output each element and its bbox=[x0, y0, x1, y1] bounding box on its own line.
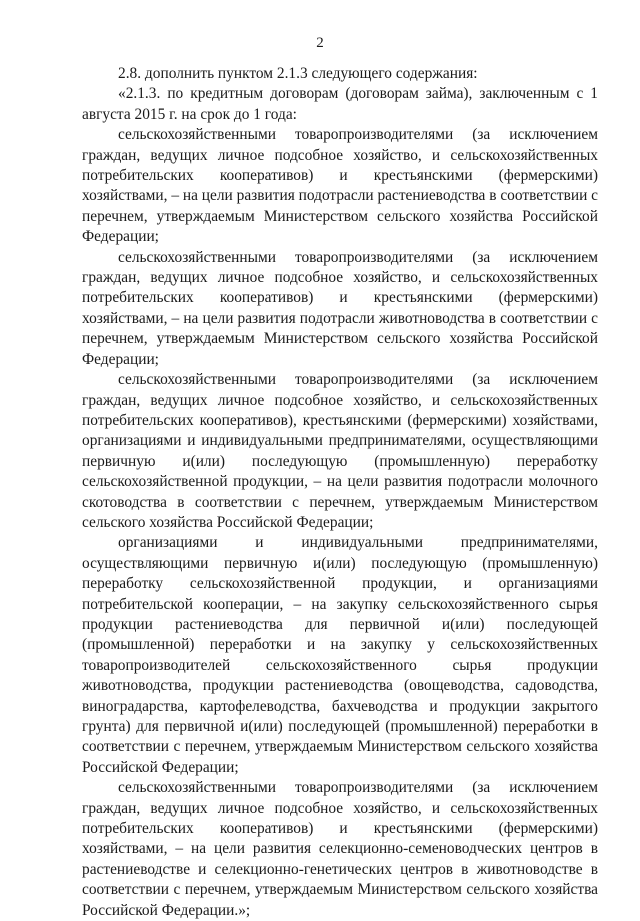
document-body bbox=[82, 64, 598, 921]
page-number: 2 bbox=[316, 35, 324, 51]
paragraph-amendment-intro: 2.8. дополнить пунктом 2.1.3 следующего содержания: bbox=[118, 65, 478, 82]
paragraph-crop-production: сельскохозяйственными товаропроизводителями (за исключением граждан, ведущих личное подсобное хозяйство, и сельскохозяйственных потребительских кооперативов) и крестьянскими (фермерскими) хозяйствами, – на цели развития подотрасли растениеводства в соответствии с перечнем, утверждаемым Министерством сельского хозяйства Российской Федерации; bbox=[82, 126, 598, 246]
paragraph-processing-procurement: организациями и индивидуальными предпринимателями, осуществляющими первичную и(или) последующую (промышленную) переработку сельскохозяйственной продукции, и организациями потребительской кооперации, – на закупку сельскохозяйственного сырья продукции растениеводства для первичной и(или) последующей (промышленной) переработки и на закупку у сельскохозяйственных товаропроизводителей сельскохозяйственного сырья продукции животноводства, продукции растениеводства (овощеводства, садоводства, виноградарства, картофелеводства, бахчеводства и продукции закрытого грунта) для первичной и(или) последующей (промышленной) переработки в соответствии с перечнем, утверждаемым Министерством сельского хозяйства Российской Федерации; bbox=[82, 534, 598, 776]
paragraph-livestock: сельскохозяйственными товаропроизводителями (за исключением граждан, ведущих личное подсобное хозяйство, и сельскохозяйственных потребительских кооперативов) и крестьянскими (фермерскими) хозяйствами, – на цели развития подотрасли животноводства в соответствии с перечнем, утверждаемым Министерством сельского хозяйства Российской Федерации; bbox=[82, 248, 598, 368]
paragraph-clause-2-1-3: «2.1.3. по кредитным договорам (договорам займа), заключенным с 1 августа 2015 г. на срок до 1 года: bbox=[82, 85, 598, 123]
paragraph-dairy-cattle: сельскохозяйственными товаропроизводителями (за исключением граждан, ведущих личное подсобное хозяйство, и сельскохозяйственных потребительских кооперативов), крестьянскими (фермерскими) хозяйствами, организациями и индивидуальными предпринимателями, осуществляющими первичную и(или) последующую (промышленную) переработку сельскохозяйственной продукции, – на цели развития подотрасли молочного скотоводства в соответствии с перечнем, утверждаемым Министерством сельского хозяйства Российской Федерации; bbox=[82, 371, 598, 531]
paragraph-breeding-centers: сельскохозяйственными товаропроизводителями (за исключением граждан, ведущих личное подсобное хозяйство, и сельскохозяйственных потребительских кооперативов) и крестьянскими (фермерскими) хозяйствами, – на цели развития селекционно-семеноводческих центров в растениеводстве и селекционно-генетических центров в животноводстве в соответствии с перечнем, утверждаемым Министерством сельского хозяйства Российской Федерации.»; bbox=[82, 779, 598, 919]
